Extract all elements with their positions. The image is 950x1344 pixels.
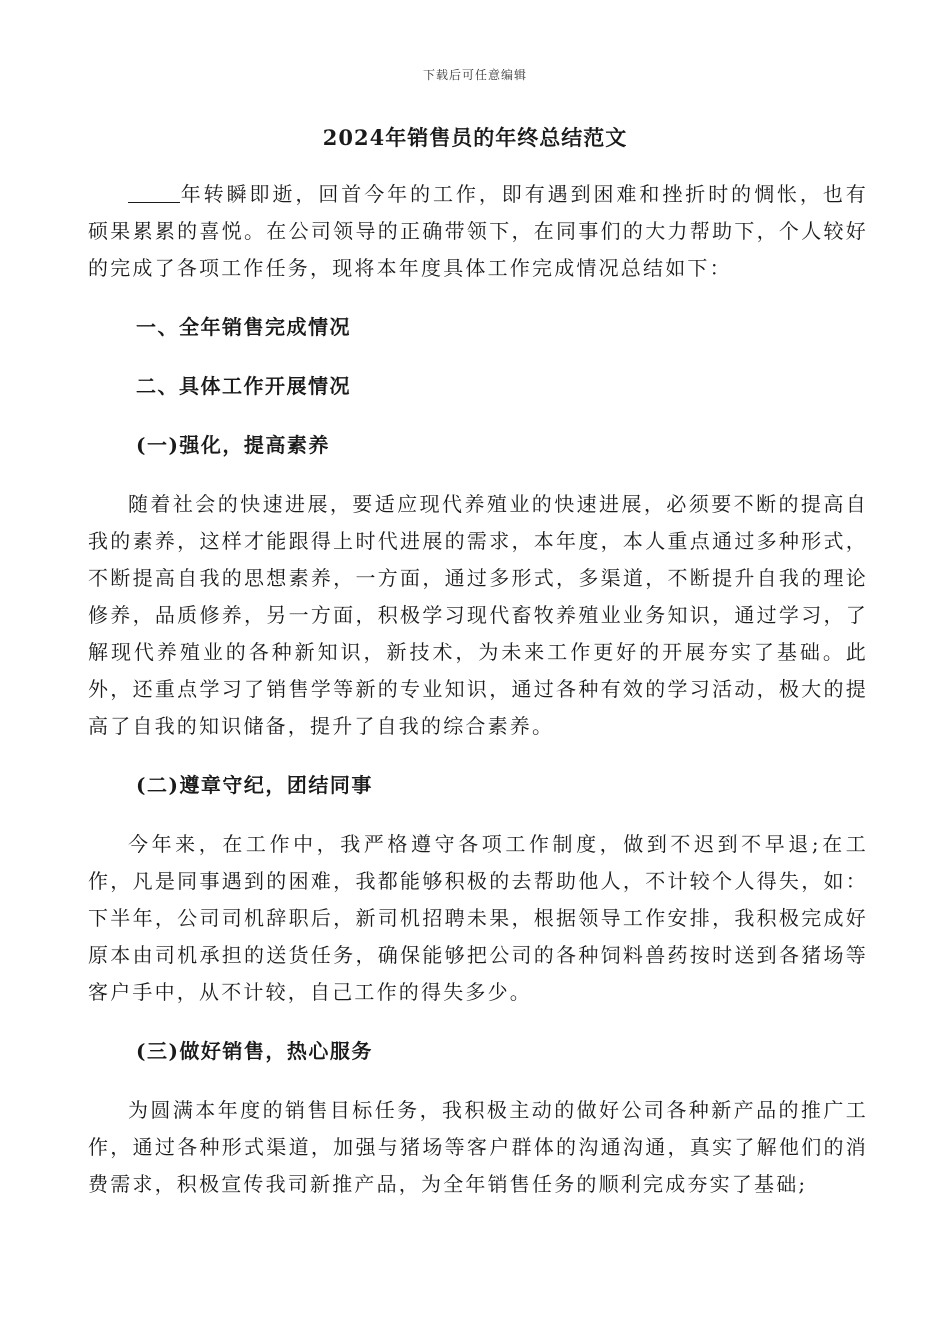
intro-text: 年转瞬即逝，回首今年的工作，即有遇到困难和挫折时的惆怅，也有硕果累累的喜悦。在公司领导的正确带领下，在同事们的大力帮助下，个人较好的完成了各项工作任务，现将本年度具体工作完成情况总结如下： bbox=[88, 182, 868, 280]
subsection-paragraph-3: 为圆满本年度的销售目标任务，我积极主动的做好公司各种新产品的推广工作，通过各种形式渠道，加强与猪场等客户群体的沟通沟通，真实了解他们的消费需求，积极宣传我司新推产品，为全年销售任务的顺利完成夯实了基础; bbox=[88, 1098, 868, 1196]
subsection-paragraph-1: 随着社会的快速进展，要适应现代养殖业的快速进展，必须要不断的提高自我的素养，这样才能跟得上时代进展的需求，本年度，本人重点通过多种形式，不断提高自我的思想素养，一方面，通过多形式，多渠道，不断提升自我的理论修养，品质修养，另一方面，积极学习现代畜牧养殖业业务知识，通过学习，了解现代养殖业的各种新知识，新技术，为未来工作更好的开展夯实了基础。此外，还重点学习了销售学等新的专业知识，通过各种有效的学习活动，极大的提高了自我的知识储备，提升了自我的综合素养。 bbox=[88, 492, 868, 738]
subsection-heading-2: (二)遵章守纪，团结同事 bbox=[136, 773, 373, 797]
intro-paragraph bbox=[88, 176, 868, 287]
document-title: 2024年销售员的年终总结范文 bbox=[322, 125, 628, 150]
section-heading-2: 二、具体工作开展情况 bbox=[136, 374, 351, 398]
subsection-paragraph-2: 今年来，在工作中，我严格遵守各项工作制度，做到不迟到不早退;在工作，凡是同事遇到的困难，我都能够积极的去帮助他人，不计较个人得失，如：下半年，公司司机辞职后，新司机招聘未果，根据领导工作安排，我积极完成好原本由司机承担的送货任务，确保能够把公司的各种饲料兽药按时送到各猪场等客户手中，从不计较，自己工作的得失多少。 bbox=[88, 832, 868, 1004]
year-blank bbox=[128, 182, 180, 203]
document-body bbox=[88, 176, 868, 1203]
subsection-heading-1: (一)强化，提高素养 bbox=[136, 433, 330, 457]
header-note: 下载后可任意编辑 bbox=[422, 68, 527, 82]
subsection-heading-3: (三)做好销售，热心服务 bbox=[136, 1039, 373, 1063]
section-heading-1: 一、全年销售完成情况 bbox=[136, 315, 351, 339]
